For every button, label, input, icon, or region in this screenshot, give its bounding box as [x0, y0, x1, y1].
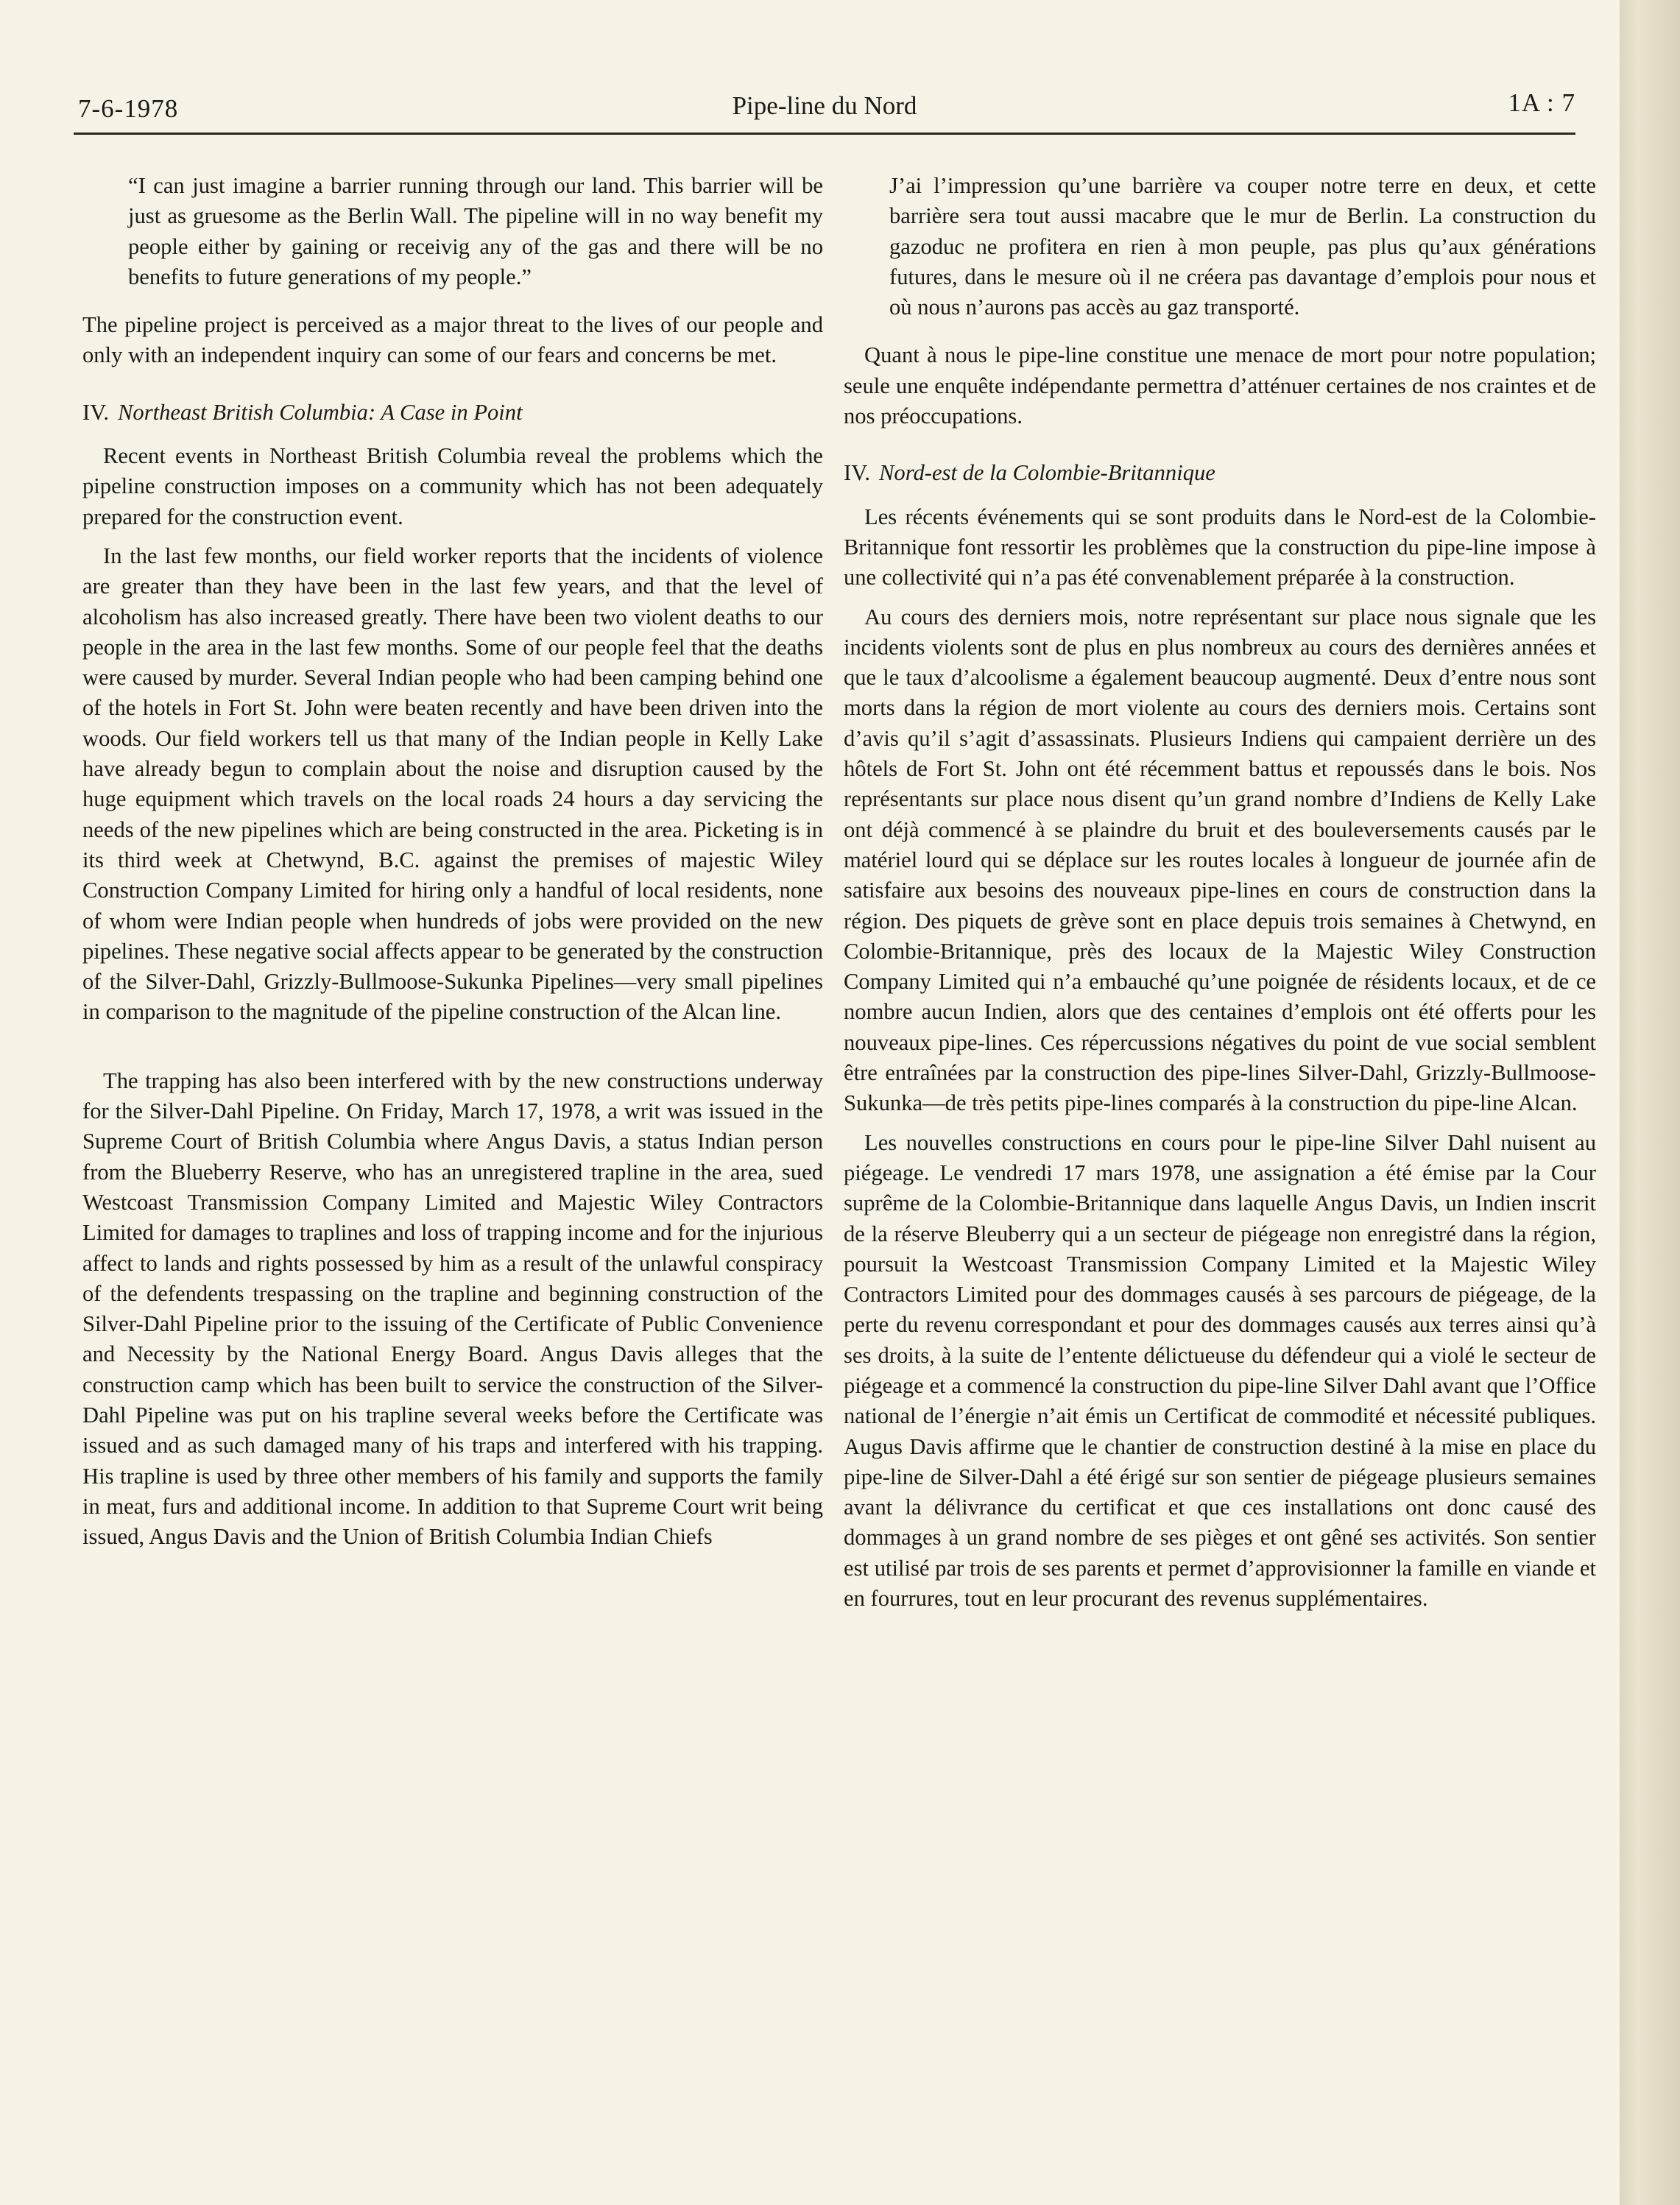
french-section-title: Nord-est de la Colombie-Britannique — [879, 460, 1215, 486]
english-paragraph-4: The trapping has also been interfered with by the new constructions underway for the Silver-Dahl Pipeline. On Friday, March 17, 1978, a writ was issued in the Supreme Court of British Columbia where Angus Davis, a status Indian person from the Blueberry Reserve, who has an unregistered trapline in the area, sued Westcoast Transmission Company Limited and Majestic Wiley Contractors Limited for damages to traplines and loss of trapping income and for the injurious affect to lands and rights possessed by him as a result of the unlawful conspiracy of the defendents trespassing on the trapline and beginning construction of the Silver-Dahl Pipeline prior to the issuing of the Certificate of Public Convenience and Necessity by the National Energy Board. Angus Davis alleges that the construction camp which has been built to service the construction of the Silver-Dahl Pipeline was put on his trapline several weeks before the Certificate was issued and as such damaged many of his traps and interfered with his trapping. His trapline is used by three other members of his family and supports the family in meat, furs and additional income. In addition to that Supreme Court writ being issued, Angus Davis and the Union of British Columbia Indian Chiefs — [82, 1068, 823, 1550]
paragraph-gap — [82, 1037, 823, 1066]
page-header — [74, 87, 1575, 135]
french-paragraph-1: Quant à nous le pipe-line constitue une menace de mort pour notre population; seule une enquête indépendante permettra d’atténuer certaines de nos craintes et de nos préoccupations. — [844, 342, 1596, 429]
page-edge — [1620, 0, 1680, 2205]
english-section-heading — [82, 398, 823, 428]
french-section-heading — [844, 458, 1596, 488]
english-paragraph-3: In the last few months, our field worker reports that the incidents of violence are greater than they have been in the last few years, and that the level of alcoholism has also increased greatly. There have been two violent deaths to our people in the area in the last few months. Some of our people feel that the deaths were caused by murder. Several Indian people who had been camping behind one of the hotels in Fort St. John were beaten recently and have been driven into the woods. Our field workers tell us that many of the Indian people in Kelly Lake have already begun to complain about the noise and disruption caused by the huge equipment which travels on the local roads 24 hours a day servicing the needs of the new pipelines which are being constructed in the area. Picketing is in its third week at Chetwynd, B.C. against the premises of majestic Wiley Construction Company Limited for hiring only a handful of local residents, none of whom were Indian people when hundreds of jobs were provided on the new pipelines. These negative social affects appear to be generated by the construction of the Silver-Dahl, Grizzly-Bullmoose-Sukunka Pipelines—very small pipelines in comparison to the magnitude of the pipeline construction of the Alcan line. — [82, 543, 823, 1025]
french-paragraph-4: Les nouvelles constructions en cours pour le pipe-line Silver Dahl nuisent au piégeage. Le vendredi 17 mars 1978, une assignation a été émise par la Cour suprême de la Colombie-Britannique dans laquelle Angus Davis, un Indien inscrit de la réserve Bleuberry qui a un secteur de piégeage non enregistré dans la région, poursuit la Westcoast Transmission Company Limited et la Majestic Wiley Contractors Limited pour des dommages causés à ses parcours de piégeage, de la perte du revenu correspondant et pour des dommages causés aux terres ainsi qu’à ses droits, à la suite de l’entente délictueuse du défendeur qui a violé le secteur de piégeage et a commencé la construction du pipe-line Silver Dahl avant que l’Office national de l’énergie n’ait émis un Certificat de commodité et nécessité publiques. Augus Davis affirme que le chantier de construction destiné à la mise en place du pipe-line de Silver-Dahl a été érigé sur son sentier de piégeage plusieurs semaines avant la délivrance du certificat et que ces installations ont donc causé des dommages à un grand nombre de ses pièges et ont gêné ses activités. Son sentier est utilisé par trois de ses parents et permet d’approvisionner la famille en viande et en fourrures, tout en leur procurant des revenus supplémentaires. — [844, 1129, 1596, 1612]
english-paragraph-1: The pipeline project is perceived as a major threat to the lives of our people and only with an independent inquiry can some of our fears and concerns be met. — [82, 312, 823, 368]
english-column — [82, 171, 823, 2056]
french-column — [844, 171, 1596, 2056]
french-paragraph-2: Les récents événements qui se sont produits dans le Nord-est de la Colombie-Britannique font ressortir les problèmes que la construction du pipe-line impose à une collectivité qui n’a pas été convenablement préparée à la construction. — [844, 504, 1596, 590]
french-paragraph-3: Au cours des derniers mois, notre représentant sur place nous signale que les incidents violents sont de plus en plus nombreux au cours des dernières années et que le taux d’alcoolisme a également beaucoup augmenté. Deux d’entre nous sont morts dans la région de mort violente au cours des derniers mois. Certains sont d’avis qu’il s’agit d’assassinats. Plusieurs Indiens qui campaient derrière un des hôtels de Fort St. John ont été récemment battus et repoussés dans le bois. Nos représentants sur place nous disent qu’un grand nombre d’Indiens de Kelly Lake ont déjà commencé à se plaindre du bruit et des bouleversements causés par le matériel lourd qui se déplace sur les routes locales à longueur de journée afin de satisfaire aux besoins des nouveaux pipe-lines en cours de construction dans la région. Des piquets de grève sont en place depuis trois semaines à Chetwynd, en Colombie-Britannique, près des locaux de la Majestic Wiley Construction Company Limited qui n’a embauché qu’une poignée de résidents locaux, et de ce nombre aucun Indien, alors que des centaines d’emplois ont été offerts pour les nouveaux pipe-lines. Ces répercussions négatives du point de vue social semblent être entraînées par la construction des pipe-lines Silver-Dahl, Grizzly-Bullmoose-Sukunka—de très petits pipe-lines comparés à la construction du pipe-line Alcan. — [844, 604, 1596, 1116]
page-number: 1A : 7 — [1508, 88, 1575, 117]
running-title: Pipe-line du Nord — [732, 91, 917, 120]
english-quote: “I can just imagine a barrier running through our land. This barrier will be just as gruesome as the Berlin Wall. The pipeline will in no way benefit my people either by gaining or receivig any of the gas and there will be no benefits to future generations of my people.” — [128, 173, 823, 289]
english-section-title: Northeast British Columbia: A Case in Point — [118, 399, 523, 425]
french-quote: J’ai l’impression qu’une barrière va couper notre terre en deux, et cette barrière sera tout aussi macabre que le mur de Berlin. La construction du gazoduc ne profitera en rien à mon peuple, pas plus qu’aux générations futures, dans le mesure où il ne créera pas davantage d’emplois pour nous et où nous n’aurons pas accès au gaz transporté. — [889, 173, 1596, 320]
english-section-number: IV. — [82, 399, 109, 425]
page-date: 7-6-1978 — [78, 94, 179, 123]
english-paragraph-2: Recent events in Northeast British Columbia reveal the problems which the pipeline construction imposes on a community which has not been adequately prepared for the construction event. — [82, 443, 823, 529]
french-section-number: IV. — [844, 460, 870, 486]
